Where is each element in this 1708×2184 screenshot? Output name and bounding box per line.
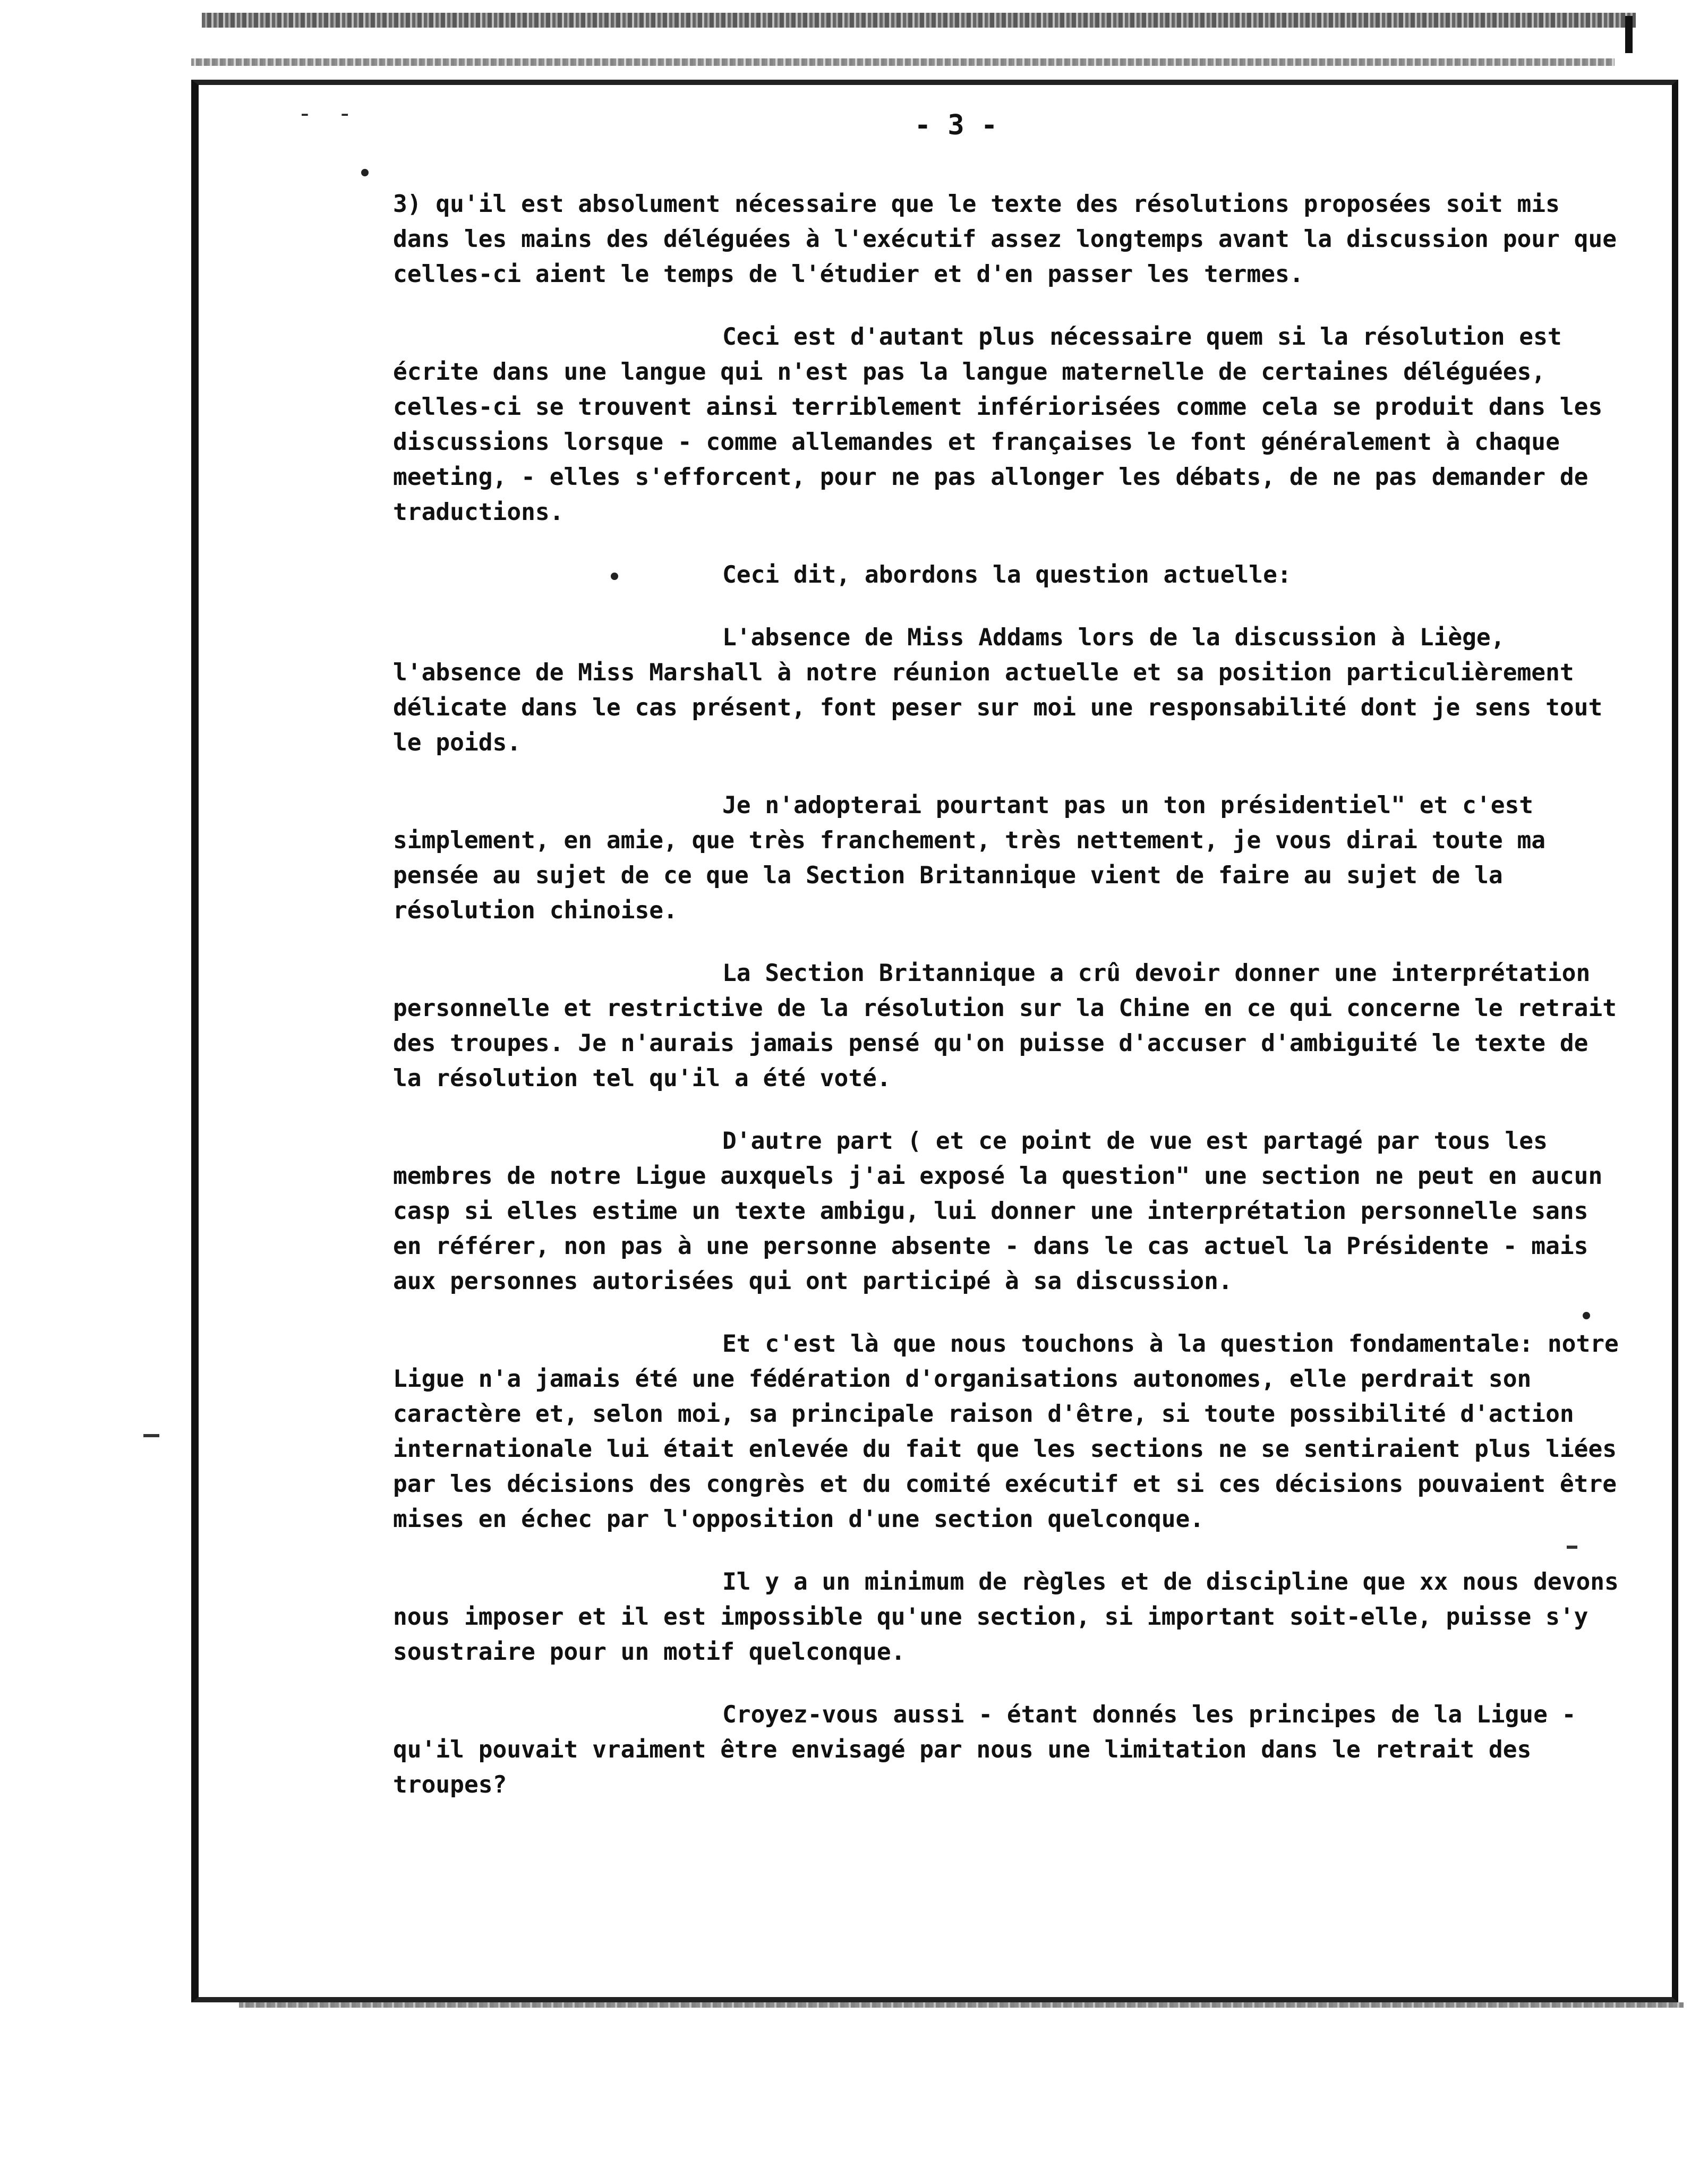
paragraph-absence: L'absence de Miss Addams lors de la discussion à Liège, l'absence de Miss Marshall à notre réunion actuelle et sa position particulièrement délicate dans le cas présent, font peser sur moi une responsabilité dont je sens tout le poids. bbox=[393, 624, 1603, 756]
paragraph-fundamental-question: Et c'est là que nous touchons à la question fondamentale: notre Ligue n'a jamais été une fédération d'organisations autonomes, elle perdrait son caractère et, selon moi, sa principale raison d'être, si toute possibilité d'action internationale lui était enlevée du fait que les sections ne se sentiraient plus liées par les décisions des congrès et du comité exécutif et si ces décisions pouvaient être mises en échec par l'opposition d'une section quelconque. bbox=[393, 1330, 1619, 1533]
paragraph-interpretation: D'autre part ( et ce point de vue est partagé par tous les membres de notre Ligue auxquels j'ai exposé la question" une section ne peut en aucun casp si elles estime un texte ambigu, lui donner une interprétation personnelle sans en référer, non pas à une personne absente - dans le cas actuel la Présidente - mais aux personnes autorisées qui ont participé à sa discussion. bbox=[393, 1128, 1603, 1295]
paragraph-resolution-texts: 3) qu'il est absolument nécessaire que le texte des résolutions proposées soit mis dans les mains des déléguées à l'exécutif assez longtemps avant la discussion pour que celles-ci aient le temps de l'étudier et d'en passer les termes. bbox=[393, 191, 1617, 288]
scan-top-edge bbox=[202, 13, 1636, 28]
paragraph-transition: Ceci dit, abordons la question actuelle: bbox=[722, 561, 1292, 588]
typed-letter-page bbox=[393, 106, 1625, 1830]
page-number: - 3 - bbox=[914, 109, 998, 141]
paragraph-troop-withdrawal: Croyez-vous aussi - étant donnés les principes de la Ligue - qu'il pouvait vraiment être envisagé par nous une limitation dans le retrait des troupes? bbox=[393, 1701, 1576, 1798]
paragraph-tone: Je n'adopterai pourtant pas un ton présidentiel" et c'est simplement, en amie, que très franchement, très nettement, je vous dirai toute ma pensée au sujet de ce que la Section Britannique vient de faire au sujet de la résolution chinoise. bbox=[393, 792, 1546, 924]
corner-dashes: - - bbox=[297, 99, 358, 127]
scan-corner-mark bbox=[1625, 16, 1633, 53]
scan-bottom-edge bbox=[239, 2002, 1684, 2008]
margin-mark bbox=[143, 1434, 159, 1437]
paragraph-language-issue: Ceci est d'autant plus nécessaire quem si la résolution est écrite dans une langue qui n'est pas la langue maternelle de certaines déléguées, celles-ci se trouvent ainsi terriblement infériorisées comme cela se produit dans les discussions lorsque - comme allemandes et françaises le font généralement à chaque meeting, - elles s'efforcent, pour ne pas allonger les débats, de ne pas demander de traductions. bbox=[393, 323, 1603, 526]
speck bbox=[361, 169, 369, 176]
paragraph-discipline: Il y a un minimum de règles et de discipline que xx nous devons nous imposer et il est impossible qu'une section, si important soit-elle, puisse s'y soustraire pour un motif quelconque. bbox=[393, 1568, 1619, 1666]
paragraph-british-section: La Section Britannique a crû devoir donner une interprétation personnelle et restrictive de la résolution sur la Chine en ce qui concerne le retrait des troupes. Je n'aurais jamais pensé qu'on puisse d'accuser d'ambiguité le texte de la résolution tel qu'il a été voté. bbox=[393, 960, 1617, 1092]
scan-top-edge-secondary bbox=[191, 58, 1615, 66]
